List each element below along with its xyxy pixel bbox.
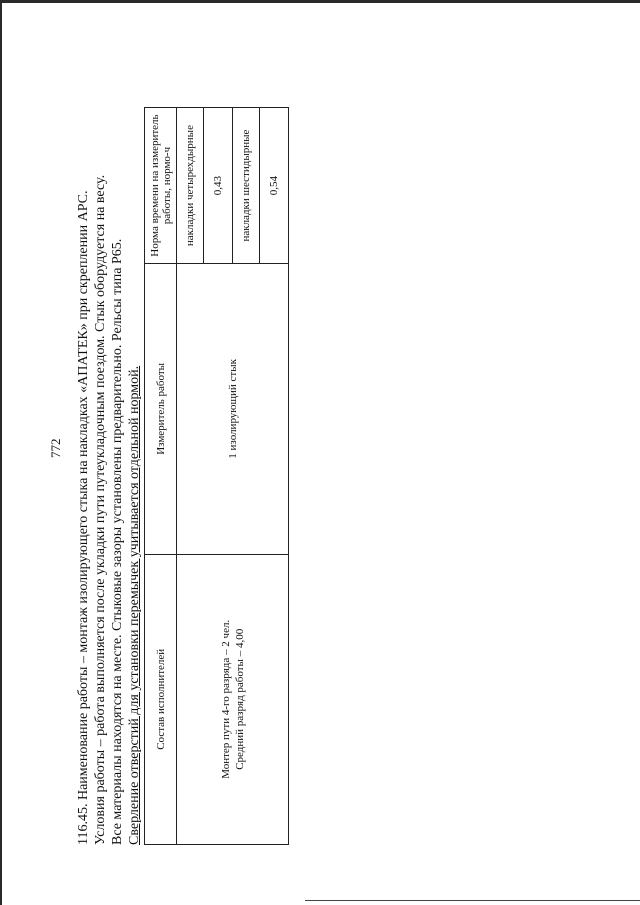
row-value-six-hole: 0,54 [260, 108, 289, 264]
norm-table [144, 107, 289, 845]
crew-cell [177, 554, 289, 844]
scan-border-left [0, 0, 2, 905]
row-value-four-hole: 0,43 [204, 108, 233, 264]
scan-border-top [0, 0, 640, 3]
work-conditions-line-2: Все материалы находятся на месте. Стыковые зазоры установлены предварительно. Рельсы типа Р65. [110, 238, 125, 845]
scan-border-bottom [305, 900, 640, 901]
work-conditions-line-3: Сверление отверстий для установки перемычек учитывается отдельной нормой. [127, 365, 142, 845]
page-number: 772 [48, 438, 63, 458]
table-row [177, 108, 204, 845]
crew-average-grade: Средний разряд работы – 4,00 [233, 628, 246, 770]
header-norm: Норма времени на измеритель работы, нормо-ч [145, 108, 177, 264]
header-crew: Состав исполнителей [145, 554, 177, 844]
row-label-six-hole: накладки шестидырные [233, 108, 260, 264]
rotated-content [75, 85, 305, 845]
meter-cell: 1 изолирующий стык [177, 264, 289, 554]
table-header-row [145, 108, 177, 845]
work-title: 116.45. Наименование работы – монтаж изолирующего стыка на накладках «АПАТЕК» при скреплении АРС. [76, 190, 91, 845]
crew-composition: Монтер пути 4-го разряда – 2 чел. [219, 619, 232, 779]
header-meter: Измеритель работы [145, 264, 177, 554]
row-label-four-hole: накладки четырехдырные [177, 108, 204, 264]
work-conditions-line-1: Условия работы – работа выполняется после укладки пути путеукладочным поездом. Стык оборудуется на весу. [93, 174, 108, 845]
